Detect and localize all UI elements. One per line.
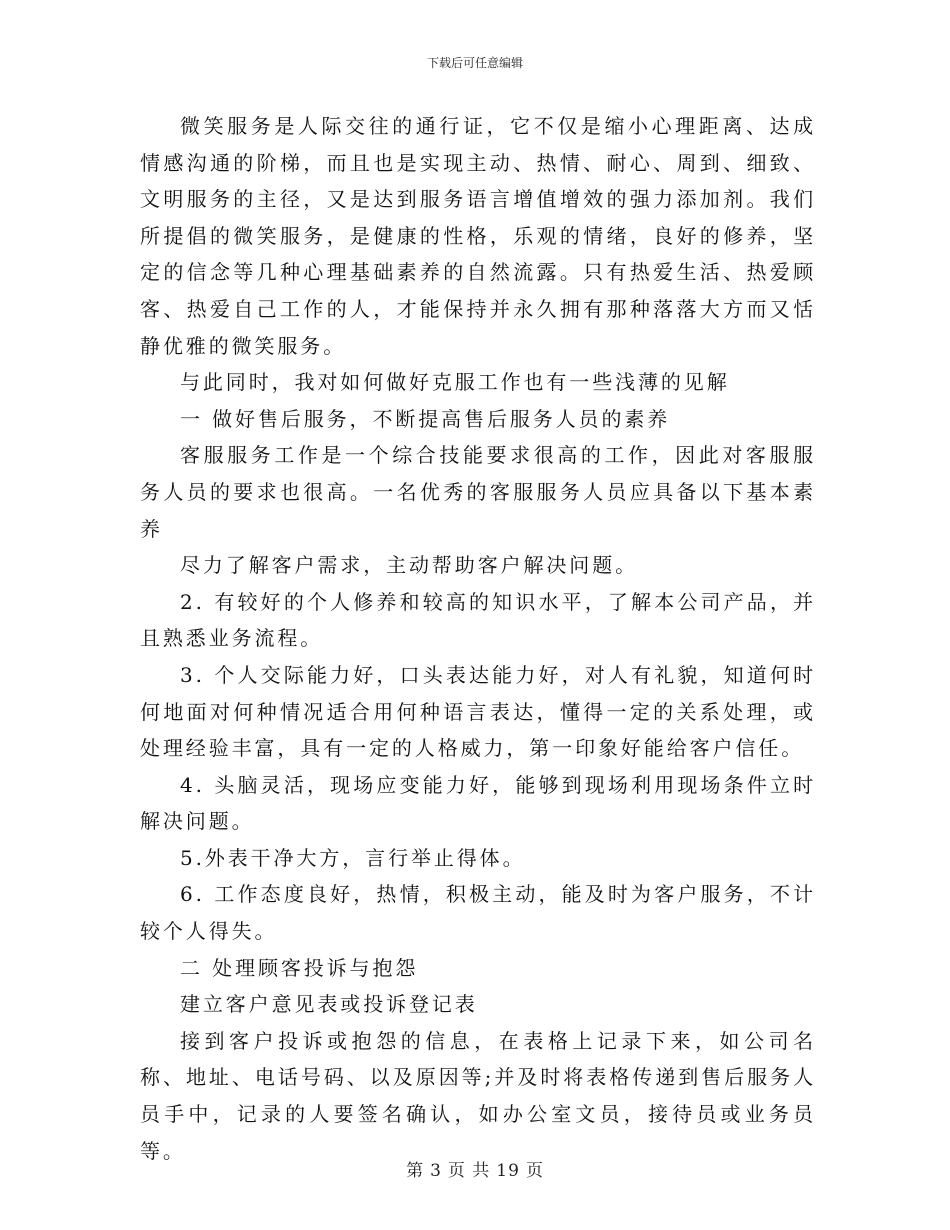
list-item-5: 5.外表干净大方，言行举止得体。 [180, 845, 526, 870]
section-heading-2: 二 处理顾客投诉与抱怨 [180, 955, 419, 980]
section-heading-1: 一 做好售后服务，不断提高售后服务人员的素养 [180, 406, 671, 431]
list-item-6: 6. 工作态度良好，热情，积极主动，能及时为客户服务，不计较个人得失。 [140, 882, 816, 944]
paragraph-intro: 与此同时，我对如何做好克服工作也有一些浅薄的见解 [180, 370, 730, 395]
list-item-1: 尽力了解客户需求，主动帮助客户解决问题。 [180, 553, 638, 578]
footer-prefix: 第 [406, 1161, 425, 1181]
subheading-complaint-form: 建立客户意见表或投诉登记表 [180, 992, 478, 1017]
list-item-2: 2. 有较好的个人修养和较高的知识水平，了解本公司产品，并且熟悉业务流程。 [140, 589, 816, 651]
list-item-3: 3. 个人交际能力好，口头表达能力好，对人有礼貌，知道何时何地面对何种情况适合用何种语言表达，懂得一定的关系处理，或处理经验丰富，具有一定的人格威力，第一印象好能给客户信任。 [140, 662, 816, 761]
footer-middle: 页 共 [447, 1161, 491, 1181]
paragraph-smile-service: 微笑服务是人际交往的通行证，它不仅是缩小心理距离、达成情感沟通的阶梯，而且也是实现主动、热情、耐心、周到、细致、文明服务的主径，又是达到服务语言增值增效的强力添加剂。我们所提倡的微笑服务，是健康的性格，乐观的情绪，良好的修养，坚定的信念等几种心理基础素养的自然流露。只有热爱生活、热爱顾客、热爱自己工作的人，才能保持并永久拥有那种落落大方而又恬静优雅的微笑服务。 [140, 114, 816, 358]
paragraph-requirements: 客服服务工作是一个综合技能要求很高的工作，因此对客服服务人员的要求也很高。一名优秀的客服服务人员应具备以下基本素养 [140, 443, 816, 541]
list-item-4: 4. 头脑灵活，现场应变能力好，能够到现场利用现场条件立时解决问题。 [140, 772, 816, 834]
document-body [140, 108, 816, 1169]
footer-suffix: 页 [525, 1161, 544, 1181]
paragraph-complaint-process: 接到客户投诉或抱怨的信息，在表格上记录下来，如公司名称、地址、电话号码、以及原因等;并及时将表格传递到售后服务人员手中，记录的人要签名确认，如办公室文员，接待员或业务员等。 [140, 1028, 816, 1163]
total-page-count: 19 [496, 1161, 520, 1181]
page-header: 下载后可任意编辑 [426, 56, 523, 70]
current-page-number: 3 [430, 1161, 442, 1181]
page-footer [0, 1156, 950, 1181]
